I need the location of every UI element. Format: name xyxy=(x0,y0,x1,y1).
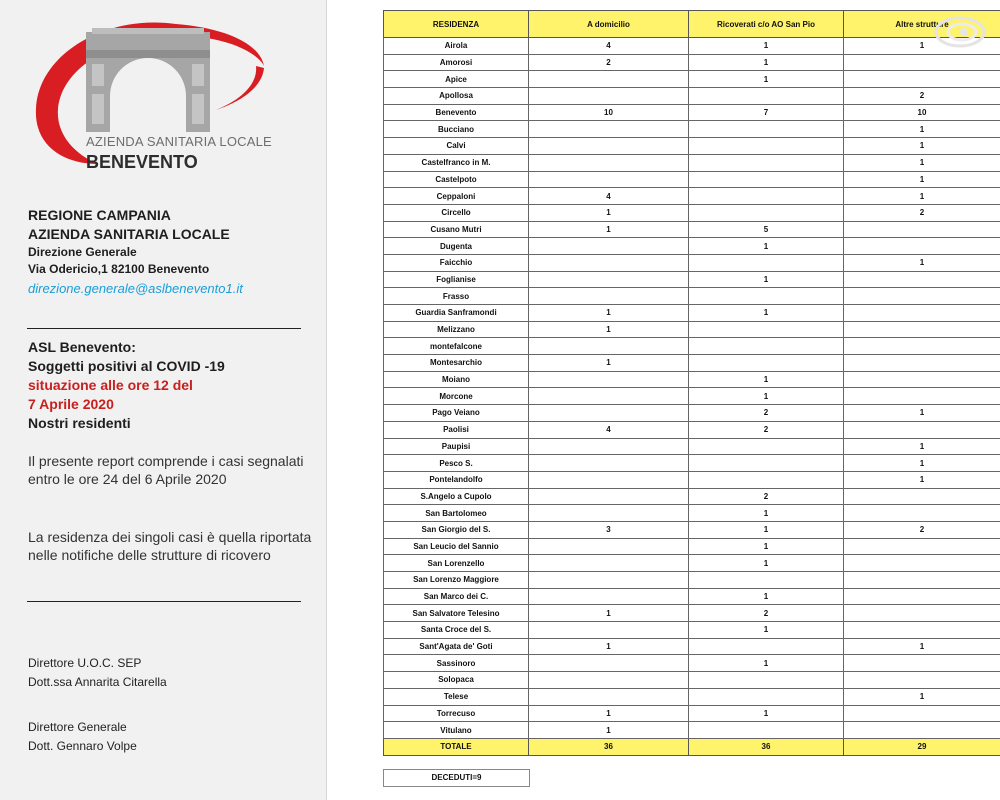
cell-domicilio xyxy=(529,154,689,171)
cell-domicilio xyxy=(529,405,689,422)
header-ricoverati: Ricoverati c/o AO San Pio xyxy=(689,11,844,38)
cell-ricoverati xyxy=(689,171,844,188)
header-domicilio: A domicilio xyxy=(529,11,689,38)
cell-altre-strutture xyxy=(844,538,1000,555)
signature-block xyxy=(28,718,137,756)
table-row xyxy=(384,572,1000,589)
cell-residenza: San Marco dei C. xyxy=(384,588,529,605)
report-note: Il presente report comprende i casi segnalati entro le ore 24 del 6 Aprile 2020 xyxy=(28,453,304,487)
department-name: Direzione Generale xyxy=(28,245,137,259)
cell-residenza: San Bartolomeo xyxy=(384,505,529,522)
table-row xyxy=(384,355,1000,372)
table-row xyxy=(384,321,1000,338)
cell-altre-strutture xyxy=(844,54,1000,71)
cell-domicilio xyxy=(529,121,689,138)
cell-domicilio: 1 xyxy=(529,321,689,338)
total-row xyxy=(384,738,1000,755)
cell-residenza: Pontelandolfo xyxy=(384,471,529,488)
cell-altre-strutture xyxy=(844,421,1000,438)
divider xyxy=(27,601,301,602)
cell-domicilio xyxy=(529,238,689,255)
cell-ricoverati: 2 xyxy=(689,405,844,422)
cell-altre-strutture xyxy=(844,321,1000,338)
cell-residenza: Benevento xyxy=(384,104,529,121)
table-row xyxy=(384,471,1000,488)
table-row xyxy=(384,88,1000,105)
cell-altre-strutture xyxy=(844,505,1000,522)
cell-altre-strutture xyxy=(844,71,1000,88)
table-row xyxy=(384,705,1000,722)
table-row xyxy=(384,254,1000,271)
table-row xyxy=(384,672,1000,689)
table-row xyxy=(384,271,1000,288)
cell-residenza: San Lorenzo Maggiore xyxy=(384,572,529,589)
cell-ricoverati xyxy=(689,204,844,221)
table-row xyxy=(384,421,1000,438)
cell-domicilio: 1 xyxy=(529,221,689,238)
cell-domicilio xyxy=(529,388,689,405)
table-row xyxy=(384,221,1000,238)
table-header-row xyxy=(384,11,1000,38)
signer-role: Direttore U.O.C. SEP xyxy=(28,656,142,670)
title-line: Nostri residenti xyxy=(28,415,131,431)
residence-note: La residenza dei singoli casi è quella riportata nelle notifiche delle strutture di ricovero xyxy=(28,529,312,563)
cell-altre-strutture: 1 xyxy=(844,405,1000,422)
cell-ricoverati xyxy=(689,154,844,171)
cell-residenza: Circello xyxy=(384,204,529,221)
cell-altre-strutture: 1 xyxy=(844,38,1000,55)
cell-residenza: Sassinoro xyxy=(384,655,529,672)
region-name: REGIONE CAMPANIA xyxy=(28,207,171,223)
cell-residenza: Pesco S. xyxy=(384,455,529,472)
title-line: Soggetti positivi al COVID -19 xyxy=(28,358,225,374)
cell-domicilio: 1 xyxy=(529,722,689,739)
cell-ricoverati xyxy=(689,572,844,589)
cell-altre-strutture xyxy=(844,672,1000,689)
cell-altre-strutture: 1 xyxy=(844,171,1000,188)
cell-domicilio xyxy=(529,505,689,522)
cell-residenza: Amorosi xyxy=(384,54,529,71)
table-row xyxy=(384,722,1000,739)
cell-residenza: S.Angelo a Cupolo xyxy=(384,488,529,505)
title-line: ASL Benevento: xyxy=(28,339,136,355)
cell-ricoverati xyxy=(689,438,844,455)
cell-ricoverati xyxy=(689,672,844,689)
cell-ricoverati: 1 xyxy=(689,555,844,572)
cell-domicilio xyxy=(529,271,689,288)
cell-domicilio xyxy=(529,655,689,672)
cell-residenza: Apollosa xyxy=(384,88,529,105)
cell-altre-strutture: 2 xyxy=(844,88,1000,105)
cell-altre-strutture: 1 xyxy=(844,455,1000,472)
table-row xyxy=(384,605,1000,622)
sidebar-panel xyxy=(0,0,327,800)
cell-ricoverati xyxy=(689,138,844,155)
cell-residenza: Sant'Agata de' Goti xyxy=(384,638,529,655)
cell-altre-strutture: 10 xyxy=(844,104,1000,121)
cell-altre-strutture: 1 xyxy=(844,688,1000,705)
table-row xyxy=(384,488,1000,505)
table-row xyxy=(384,288,1000,305)
cell-ricoverati: 2 xyxy=(689,421,844,438)
cell-ricoverati: 1 xyxy=(689,538,844,555)
cell-altre-strutture xyxy=(844,271,1000,288)
cell-domicilio xyxy=(529,471,689,488)
signer-name: Dott. Gennaro Volpe xyxy=(28,739,137,753)
cell-ricoverati: 1 xyxy=(689,38,844,55)
cell-ricoverati xyxy=(689,88,844,105)
cell-domicilio: 4 xyxy=(529,421,689,438)
cell-ricoverati: 1 xyxy=(689,622,844,639)
cell-domicilio: 1 xyxy=(529,605,689,622)
cell-domicilio xyxy=(529,138,689,155)
cell-residenza: Morcone xyxy=(384,388,529,405)
cell-residenza: Paolisi xyxy=(384,421,529,438)
table-row xyxy=(384,138,1000,155)
total-value: 36 xyxy=(529,738,689,755)
cell-altre-strutture: 1 xyxy=(844,188,1000,205)
cell-domicilio: 1 xyxy=(529,638,689,655)
cell-domicilio xyxy=(529,338,689,355)
cell-ricoverati: 5 xyxy=(689,221,844,238)
table-row xyxy=(384,188,1000,205)
cell-domicilio xyxy=(529,555,689,572)
cell-residenza: Montesarchio xyxy=(384,355,529,372)
cell-ricoverati xyxy=(689,722,844,739)
table-row xyxy=(384,338,1000,355)
cell-altre-strutture: 1 xyxy=(844,254,1000,271)
cell-residenza: Torrecuso xyxy=(384,705,529,722)
cell-altre-strutture xyxy=(844,572,1000,589)
cell-altre-strutture xyxy=(844,338,1000,355)
cell-residenza: Guardia Sanframondi xyxy=(384,305,529,322)
cell-residenza: Ceppaloni xyxy=(384,188,529,205)
table-row xyxy=(384,171,1000,188)
cell-residenza: San Leucio del Sannio xyxy=(384,538,529,555)
cell-ricoverati: 1 xyxy=(689,655,844,672)
cell-residenza: Faicchio xyxy=(384,254,529,271)
table-row xyxy=(384,54,1000,71)
cell-ricoverati xyxy=(689,254,844,271)
cell-ricoverati: 1 xyxy=(689,71,844,88)
cell-ricoverati: 1 xyxy=(689,371,844,388)
header-altre-strutture: Altre strutture xyxy=(844,11,1000,38)
logo-caption: AZIENDA SANITARIA LOCALE xyxy=(86,134,272,149)
report-title xyxy=(28,338,318,433)
cell-altre-strutture xyxy=(844,371,1000,388)
cell-altre-strutture: 2 xyxy=(844,521,1000,538)
cell-altre-strutture xyxy=(844,488,1000,505)
cell-altre-strutture xyxy=(844,288,1000,305)
cell-residenza: Calvi xyxy=(384,138,529,155)
cell-residenza: San Salvatore Telesino xyxy=(384,605,529,622)
cell-altre-strutture xyxy=(844,588,1000,605)
cell-domicilio xyxy=(529,672,689,689)
total-value: 36 xyxy=(689,738,844,755)
cell-domicilio xyxy=(529,538,689,555)
cell-altre-strutture xyxy=(844,388,1000,405)
cell-altre-strutture xyxy=(844,622,1000,639)
cell-residenza: Solopaca xyxy=(384,672,529,689)
cell-ricoverati: 1 xyxy=(689,705,844,722)
cell-residenza: Castelpoto xyxy=(384,171,529,188)
cell-altre-strutture: 1 xyxy=(844,438,1000,455)
cell-domicilio xyxy=(529,572,689,589)
cell-domicilio: 2 xyxy=(529,54,689,71)
cell-residenza: Frasso xyxy=(384,288,529,305)
cell-altre-strutture xyxy=(844,705,1000,722)
table-row xyxy=(384,121,1000,138)
cell-residenza: Paupisi xyxy=(384,438,529,455)
cell-ricoverati: 1 xyxy=(689,388,844,405)
cell-residenza: Apice xyxy=(384,71,529,88)
cell-domicilio: 1 xyxy=(529,355,689,372)
cell-ricoverati xyxy=(689,321,844,338)
cell-domicilio xyxy=(529,288,689,305)
cell-ricoverati: 1 xyxy=(689,588,844,605)
cell-ricoverati xyxy=(689,355,844,372)
cell-ricoverati: 7 xyxy=(689,104,844,121)
cell-domicilio xyxy=(529,254,689,271)
watermark-icon xyxy=(932,14,988,50)
table-row xyxy=(384,505,1000,522)
cell-domicilio xyxy=(529,171,689,188)
total-label: TOTALE xyxy=(384,738,529,755)
arch-icon xyxy=(86,28,210,132)
email-link[interactable]: direzione.generale@aslbenevento1.it xyxy=(28,281,243,296)
table-row xyxy=(384,438,1000,455)
table-row xyxy=(384,555,1000,572)
table-row xyxy=(384,622,1000,639)
cell-residenza: San Giorgio del S. xyxy=(384,521,529,538)
cell-residenza: Moiano xyxy=(384,371,529,388)
table-row xyxy=(384,455,1000,472)
table-row xyxy=(384,521,1000,538)
cell-ricoverati xyxy=(689,638,844,655)
cell-altre-strutture xyxy=(844,221,1000,238)
signer-role: Direttore Generale xyxy=(28,720,127,734)
cell-altre-strutture xyxy=(844,605,1000,622)
organization-block xyxy=(28,206,318,298)
cell-domicilio xyxy=(529,88,689,105)
table-row xyxy=(384,655,1000,672)
cell-altre-strutture xyxy=(844,355,1000,372)
cell-altre-strutture: 1 xyxy=(844,138,1000,155)
cell-residenza: montefalcone xyxy=(384,338,529,355)
cell-residenza: San Lorenzello xyxy=(384,555,529,572)
cell-altre-strutture xyxy=(844,305,1000,322)
cell-domicilio xyxy=(529,71,689,88)
logo-title: BENEVENTO xyxy=(86,152,198,172)
table-row xyxy=(384,371,1000,388)
table-row xyxy=(384,638,1000,655)
table-row xyxy=(384,71,1000,88)
cell-domicilio xyxy=(529,588,689,605)
title-date-line: 7 Aprile 2020 xyxy=(28,396,114,412)
cell-ricoverati: 1 xyxy=(689,305,844,322)
cell-altre-strutture: 1 xyxy=(844,121,1000,138)
cell-ricoverati xyxy=(689,471,844,488)
cell-ricoverati xyxy=(689,288,844,305)
cell-altre-strutture xyxy=(844,655,1000,672)
cell-domicilio: 3 xyxy=(529,521,689,538)
total-value: 29 xyxy=(844,738,1000,755)
cell-domicilio: 4 xyxy=(529,188,689,205)
table-row xyxy=(384,38,1000,55)
divider xyxy=(27,328,301,329)
cell-ricoverati xyxy=(689,455,844,472)
table-row xyxy=(384,538,1000,555)
cell-altre-strutture: 1 xyxy=(844,471,1000,488)
covid-cases-table xyxy=(383,10,1000,756)
cell-domicilio xyxy=(529,438,689,455)
cell-domicilio: 1 xyxy=(529,204,689,221)
title-date-line: situazione alle ore 12 del xyxy=(28,377,193,393)
address: Via Odericio,1 82100 Benevento xyxy=(28,262,210,276)
cell-residenza: Foglianise xyxy=(384,271,529,288)
cell-ricoverati xyxy=(689,188,844,205)
cell-ricoverati: 1 xyxy=(689,521,844,538)
cell-residenza: Cusano Mutri xyxy=(384,221,529,238)
cell-altre-strutture: 2 xyxy=(844,204,1000,221)
table-row xyxy=(384,305,1000,322)
cell-ricoverati: 1 xyxy=(689,54,844,71)
cell-ricoverati: 1 xyxy=(689,505,844,522)
table-row xyxy=(384,588,1000,605)
cell-domicilio xyxy=(529,688,689,705)
cell-altre-strutture: 1 xyxy=(844,154,1000,171)
table-row xyxy=(384,104,1000,121)
cell-domicilio: 10 xyxy=(529,104,689,121)
header-residenza: RESIDENZA xyxy=(384,11,529,38)
signature-block xyxy=(28,654,167,692)
cell-ricoverati: 2 xyxy=(689,488,844,505)
cell-domicilio xyxy=(529,455,689,472)
cell-ricoverati xyxy=(689,338,844,355)
table-row xyxy=(384,688,1000,705)
cell-domicilio xyxy=(529,371,689,388)
table-row xyxy=(384,204,1000,221)
cell-domicilio: 1 xyxy=(529,705,689,722)
cell-altre-strutture xyxy=(844,722,1000,739)
cell-altre-strutture xyxy=(844,238,1000,255)
cell-altre-strutture: 1 xyxy=(844,638,1000,655)
cell-residenza: Vitulano xyxy=(384,722,529,739)
table-row xyxy=(384,388,1000,405)
cell-ricoverati: 1 xyxy=(689,271,844,288)
cell-residenza: Castelfranco in M. xyxy=(384,154,529,171)
cell-residenza: Santa Croce del S. xyxy=(384,622,529,639)
cell-ricoverati: 1 xyxy=(689,238,844,255)
cell-residenza: Dugenta xyxy=(384,238,529,255)
agency-name: AZIENDA SANITARIA LOCALE xyxy=(28,226,230,242)
cell-residenza: Pago Veiano xyxy=(384,405,529,422)
cell-domicilio: 1 xyxy=(529,305,689,322)
cell-domicilio xyxy=(529,622,689,639)
cell-residenza: Bucciano xyxy=(384,121,529,138)
cell-domicilio: 4 xyxy=(529,38,689,55)
signer-name: Dott.ssa Annarita Citarella xyxy=(28,675,167,689)
cell-ricoverati xyxy=(689,688,844,705)
deceased-count: DECEDUTI=9 xyxy=(383,769,530,787)
cell-altre-strutture xyxy=(844,555,1000,572)
table-row xyxy=(384,238,1000,255)
table-row xyxy=(384,405,1000,422)
cell-residenza: Airola xyxy=(384,38,529,55)
cell-ricoverati xyxy=(689,121,844,138)
cell-domicilio xyxy=(529,488,689,505)
cell-ricoverati: 2 xyxy=(689,605,844,622)
table-row xyxy=(384,154,1000,171)
cell-residenza: Melizzano xyxy=(384,321,529,338)
cell-residenza: Telese xyxy=(384,688,529,705)
